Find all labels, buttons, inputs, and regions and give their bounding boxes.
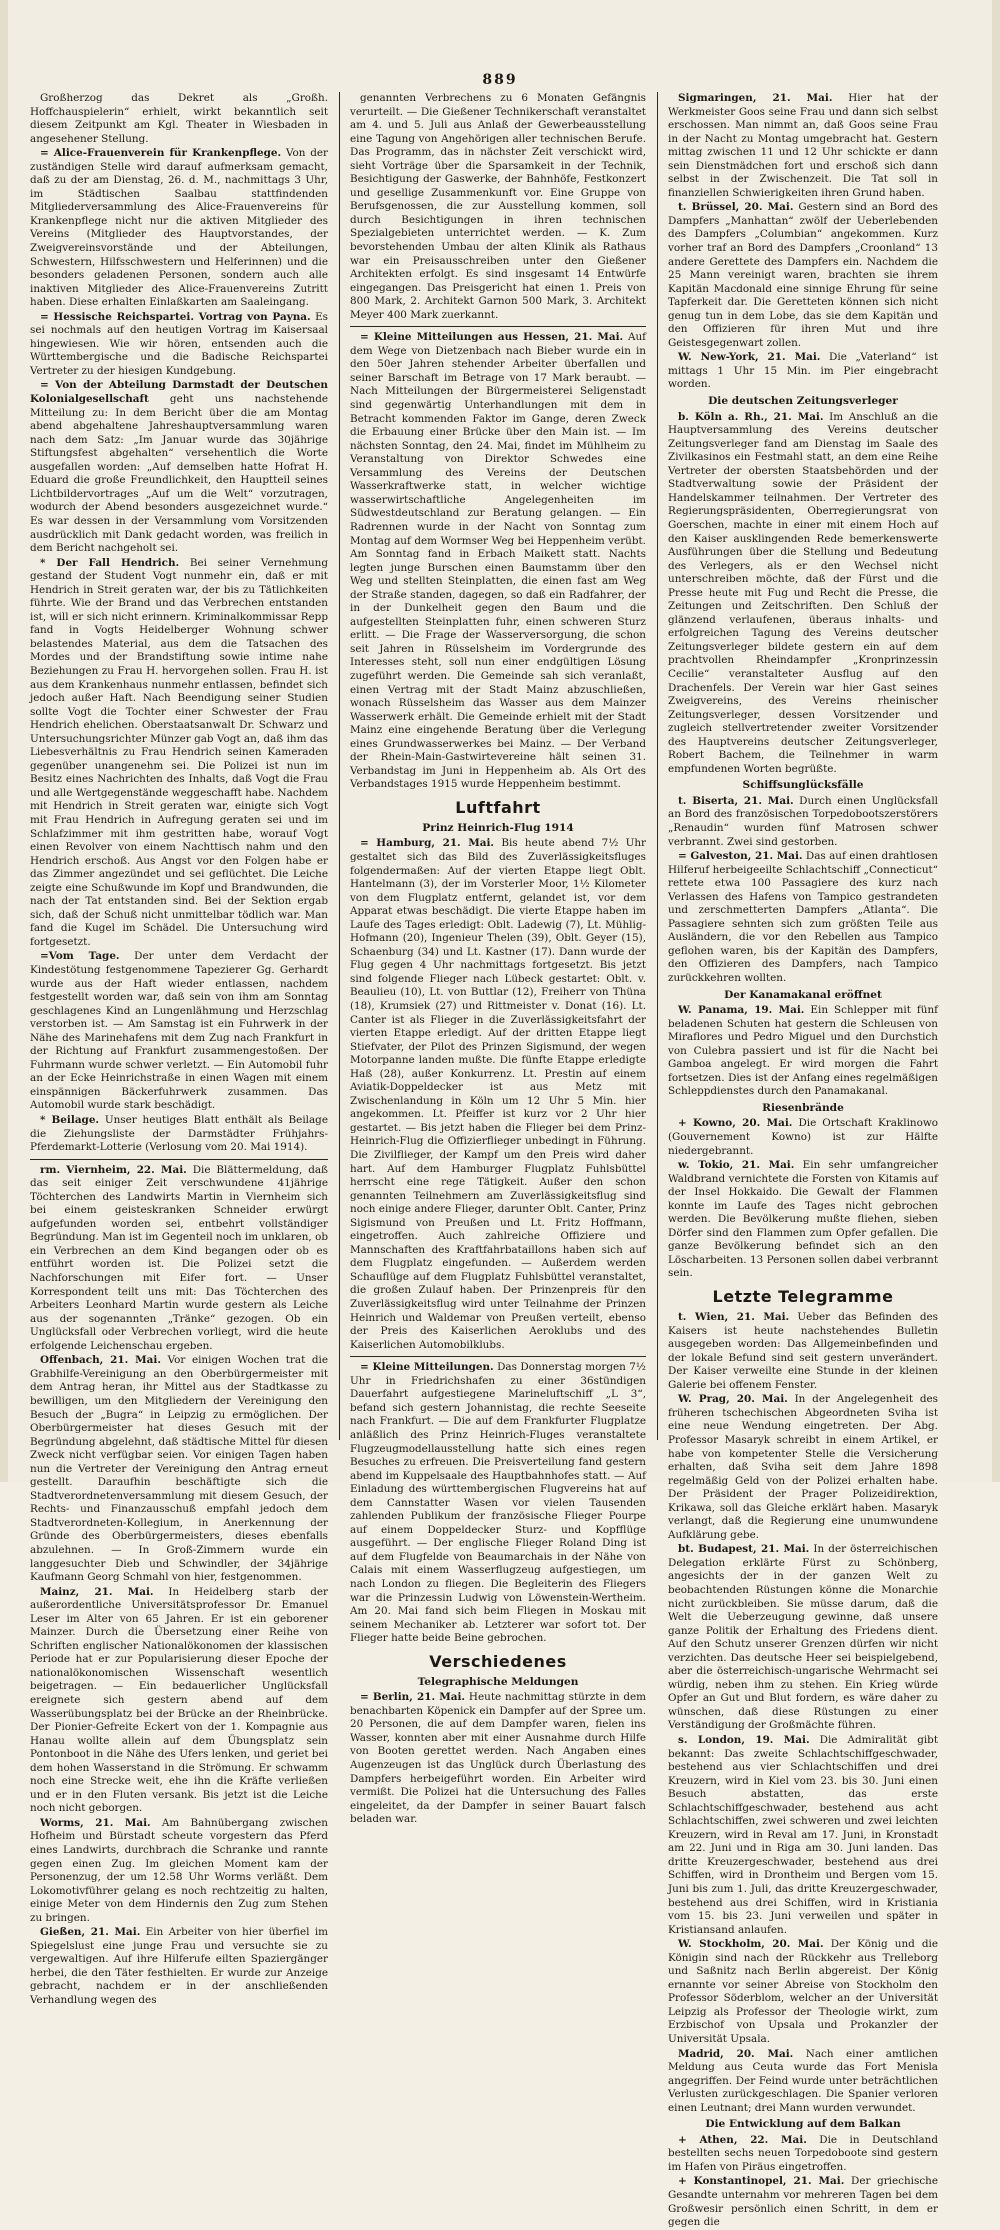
article-heading: b. Köln a. Rh., 21. Mai. [678,410,824,423]
subheading: Prinz Heinrich-Flug 1914 [422,821,574,834]
article-heading: Worms, 21. Mai. [40,1816,151,1829]
article-text: Der griechische Gesandte unternahm vor mehreren Tagen bei dem Großwesir persönlich einen Schritt, in dem er gegen die [668,2175,938,2229]
section-heading: Letzte Telegramme [712,1287,894,1307]
article-paragraph [350,1361,646,1645]
article-heading: = Hamburg, 21. Mai. [360,837,495,850]
article-heading: = Berlin, 21. Mai. [360,1691,466,1704]
separator-rule [350,326,646,327]
article-text: Gestern sind an Bord des Dampfers „Manhattan“ zwölf der Ueberlebenden des Dampfers „Columbian“ angekommen. Kurz vorher traf an Bord des Dampfers „Croonland“ 13 andere Gerettete des Dampfers ein. Nachdem die 25 Mann vereinigt waren, brachten sie ihrem Kapitän Macdonald eine sinnige Ehrung für seine Tapferkeit dar. Die Geretteten können sich nicht genug tun in dem Lobe, das sie dem Kapitän und den Offizieren für ihren Mut und ihre Geistesgegenwart zollen. [668,201,938,349]
article-paragraph [668,351,938,392]
article-heading: rm. Viernheim, 22. Mai. [40,1163,187,1176]
article-paragraph [668,1938,938,2046]
article-text: Die Admiralität gibt bekannt: Das zweite Schlachtschiffgeschwader, bestehend aus vier Schlachtschiffen und drei Kreuzern, wird in Kiel vom 23. bis 30. Juni einen Besuch abstatten, das erste Schlachtschiffgeschwader, bestehend aus acht Schlachtschiffen, zwei schweren und zwei leichten Kreuzern, wird in Reval am 17. Juni, in Kronstadt am 22. Juni und in Riga am 30. Juni landen. Das dritte Kreuzergeschwader, bestehend aus drei Schiffen, wird in Drontheim und Bergen vom 15. Juni bis zum 1. Juli, das dritte Kreuzergeschwader, bestehend aus drei Schiffen, wird in Kristiania vom 15. bis 23. Juni verweilen und später in Kristiansand anlaufen. [668,1733,938,1936]
article-text: Bei seiner Vernehmung gestand der Student Vogt nunmehr ein, daß er mit Hendrich in Streit geraten war, der bis zu Tätlichkeiten führte. Wie der Brand und das Verbrechen entstanden ist, will er sich nicht erinnern. Kriminalkommissar Repp fand in Vogts Heidelberger Wohnung schwer belastendes Material, aus dem die Tatsachen des Mordes und der Brandstiftung sowie intime nahe Beziehungen zu Frau H. hervorgehen sollen. Frau H. ist aus dem Krankenhaus nunmehr entlassen, befindet sich jedoch außer Haft. Nach Beendigung seiner Studien sollte Vogt die Tochter einer Schwester der Frau Hendrich ehelichen. Oberstaatsanwalt Dr. Schwarz und Untersuchungsrichter Münzer gab Vogt an, daß ihm das Liebesverhältnis zu Frau Hendrich seinen Kameraden gegenüber unangenehm sei. Die Polizei ist nun im Besitz eines Nachrichten des Inhalts, daß Vogt die Frau und alle Wertgegenstände weggeschafft habe. Nachdem mit Hendrich in Streit geraten war, einigte sich Vogt mit Frau Hendrich in Aufregung geraten sei und im Schlafzimmer mit ihm gestritten habe, worauf Vogt einen Revolver von einem Nachttisch nahm und den Hendrich erschoß. Aus Angst vor den Folgen habe er das Zimmer angezündet und sei geflüchtet. Die Leiche zeigte eine Schußwunde im Kopf und Brandwunden, die nach der Tat entstanden sind. Bei der Sektion ergab sich, daß der Schuß nicht unmittelbar tödlich war. Man fand die Kugel im Schädel. Die Untersuchung wird fortgesetzt. [30,556,328,948]
article-paragraph [350,1691,646,1826]
article-paragraph [350,92,646,322]
subheading: Schiffsunglücksfälle [742,779,864,792]
article-heading: W. Panama, 19. Mai. [678,1004,805,1017]
article-heading: W. Stockholm, 20. Mai. [678,1938,824,1951]
separator-rule [350,1356,646,1357]
article-text: Der König und die Königin sind nach der Rückkehr aus Trelleborg und Saßnitz nach Berlin abgereist. Der König ernannte vor seiner Abreise von Stockholm den Professor Söderblom, welcher an der Universität Leipzig als Professor der Theologie wirkt, zum Erzbischof von Upsala und Prokanzler der Universität Upsala. [668,1938,939,2046]
separator-rule [30,1159,328,1160]
article-paragraph [30,950,328,1113]
article-paragraph [350,837,646,1352]
article-text: Durch einen Unglücksfall an Bord des französischen Torpedobootszerstörers „Renaudin“ wurden fünf Matrosen schwer verbrannt. Zwei sind gestorben. [668,794,938,848]
article-text: Vor einigen Wochen trat die Grabhilfe-Vereinigung an den Oberbürgermeister mit dem Antrag heran, ihr Mittel aus der Stadtkasse zu bewilligen, um den Mitgliedern der Vereinigung den Besuch der „Bugra“ in Leipzig zu ermöglichen. Der Oberbürgermeister hat dieses Gesuch mit der Begründung abgelehnt, daß städtische Mittel für diesen Zweck nicht verfügbar seien. Vor einigen Tagen haben nun die Vertreter der Vereinigung den Antrag erneut gestellt. Daraufhin beschäftigte sich die Stadtverordnetenversammlung mit diesem Gesuch, der Rechts- und Finanzausschuß empfahl jedoch dem Stadtverordneten-Kollegium, in Anerkennung der Gründe des Oberbürgermeisters, dieses ebenfalls abzulehnen. — In Groß-Zimmern wurde ein langgesuchter Dieb und Schwindler, der 34jährige Kaufmann Georg Schmahl von hier, festgenommen. [30,1354,328,1584]
article-text: Heute nachmittag stürzte in dem benachbarten Köpenick ein Dampfer auf der Spree um. 20 Personen, die auf dem Dampfer waren, fielen ins Wasser, konnten aber mit einer Ausnahme durch Hilfe von Booten gerettet werden. Nach Angaben eines Augenzeugen ist das Unglück durch Überlastung des Dampfers herbeigeführt worden. Ein Arbeiter wird vermißt. Die Polizei hat die Untersuchung des Falles eingeleitet, da der Dampfer in seiner Bauart falsch beladen war. [350,1691,646,1826]
article-heading: = Von der Abteilung Darmstadt der Deutschen Kolonialgesellschaft [30,379,328,406]
article-paragraph [668,1543,938,1733]
article-paragraph [30,1817,328,1925]
article-text: Nach einer amtlichen Meldung aus Ceuta wurde das Fort Menisla angegriffen. Der Feind wurde unter beträchtlichen Verlusten zurückgeschlagen. Die Spanier verloren einen Leutnant; drei Mann wurden verwundet. [668,2047,938,2114]
article-text: geht uns nachstehende Mitteilung zu: In dem Bericht über die am Montag abend abgehaltene Jahreshauptversammlung waren nach dem Satz: „Im Januar wurde das 30jährige Stiftungsfest abgehalten“ versehentlich die Worte ausgefallen worden: „Auf demselben hatte Hofrat H. Eduard die große Freundlichkeit, den Hauptteil seines Lichtbildervortrages „Auf um die Welt“ vorzutragen, wodurch der Abend besonders ausgezeichnet wurde.“ Es war dessen in der Versammlung vom Vorsitzenden ausdrücklich mit Dank gedacht worden, was freilich in dem Bericht nachgeholt sei. [30,393,328,555]
column-2 [350,92,647,1826]
article-heading: Mainz, 21. Mai. [40,1585,154,1598]
article-text: Der unter dem Verdacht der Kindestötung festgenommene Tapezierer Gg. Gerhardt wurde aus der Haft wieder entlassen, nachdem festgestellt worden war, daß sein von ihm am Sonntag geschlagenes Kind an Lungenlähmung und Herzschlag verstorben ist. — Am Samstag ist ein Fuhrwerk in der Nähe des Marinehafens mit dem Zug nach Frankfurt in der Richtung auf Frankfurt zusammengestoßen. Der Fuhrmann wurde schwer verletzt. — Ein Automobil fuhr an der Ecke Heinrichstraße in einen Wagen mit einem einspännigen Bäckerfuhrwerk zusammen. Das Automobil wurde stark beschädigt. [30,950,328,1112]
section-heading: Verschiedenes [429,1651,567,1671]
column-rule-1 [339,92,340,1440]
article-paragraph [668,201,938,350]
article-text: In der Angelegenheit des früheren tschechischen Abgeordneten Sviha ist eine neue Wendung eingetreten. Der Abg. Professor Masaryk schreibt in einem Artikel, er habe von kompetenter Stelle die Versicherung erhalten, daß Sviha seit dem Jahre 1898 regelmäßig Geld von der Polizei erhalten habe. Der Präsident der Prager Polizeidirektion, Krikawa, soll das Gleiche erklärt haben. Masaryk verlangt, daß die Regierung eine unumwundene Aufklärung gebe. [668,1393,938,1541]
article-text: In der österreichischen Delegation erklärte Fürst zu Schönberg, angesichts der in der ganzen Welt zu beobachtenden Rüstungen könne die Monarchie nicht zurückbleiben. Sie müsse darum, daß die Welt die Ueberzeugung gewinne, daß unsere ganze Politik der Erhaltung des Friedens dient. Auf den Schutz unserer Grenzen dürfen wir nicht verzichten. Das deutsche Heer sei beispielgebend, aber die österreichisch-ungarische Wehrmacht sei würdig, neben ihm zu stehen. Ein Krieg würde Opfer an Gut und Blut fordern, es wäre daher zu wünschen, daß diese Rüstungen zu einer Verständigung der Großmächte führen. [668,1543,938,1732]
article-heading: bt. Budapest, 21. Mai. [678,1543,810,1556]
article-heading: t. Wien, 21. Mai. [678,1311,790,1324]
article-paragraph [668,850,938,985]
article-text: Die „Vaterland“ ist mittags 1 Uhr 15 Min. im Pier eingebracht worden. [668,351,938,391]
article-text: Ein Schlepper mit fünf beladenen Schuten hat gestern die Schleusen von Miraflores und Pedro Miguel und den Durchstich von Culebra passiert und ist für die Nacht bei Gamboa angelegt. Er wird morgen die Fahrt fortsetzen. Dies ist der Anfang eines regelmäßigen Schleppdienstes durch den Panamakanal. [668,1004,938,1098]
article-paragraph [668,1393,938,1542]
article-text: Die in Deutschland bestellten sechs neuen Torpedoboote sind gestern im Hafen von Piräus eingetroffen. [668,2133,938,2173]
article-heading: * Beilage. [40,1114,100,1127]
article-text: Ein sehr umfangreicher Waldbrand vernichtete die Forsten von Kitamis auf der Insel Hokkaido. Die Gewalt der Flammen konnte im Laufe des Tages nicht gebrochen werden. Die Bevölkerung mußte fliehen, sieben Dörfer sind den Flammen zum Opfer gefallen. Die ganze Bevölkerung befindet sich an den Löscharbeiten. 13 Personen sollen dabei verbrannt sein. [668,1159,938,1280]
article-paragraph [668,1117,938,1158]
article-paragraph [30,557,328,950]
article-text: Bis heute abend 7½ Uhr gestaltet sich das Bild des Zuverlässigkeitsfluges folgendermaßen: Auf der vierten Etappe liegt Oblt. Hantelmann (3), der im Vorsterler Moor, 1½ Kilometer von dem Flugplatz entfernt, gelandet ist, vor dem Apparat etwas beschädigt. Die vierte Etappe haben im Laufe des Tages erledigt: Oblt. Ladewig (7), Lt. Mühlig-Hofmann (20), Ingenieur Thelen (39), Oblt. Geyer (15), Schaenburg (34) und Lt. Kastner (17). Dann wurde der Flug gegen 4 Uhr nachmittags fortgesetzt. Bis jetzt sind folgende Flieger nach Lübeck gestartet: Oblt. v. Beaulieu (10), Lt. von Buttlar (12), Freiherr von Thüna (18), Krumsiek (27) und Rittmeister v. Donat (16). Lt. Canter ist als Flieger in die Zuverlässigkeitsfahrt der vierten Etappe erledigt. Auf der dritten Etappe liegt Stiefvater, der Pilot des Prinzen Sigismund, der wegen Motorpanne landen mußte. Die fünfte Etappe erledigte Haß (28), außer Konkurrenz. Lt. Prestin auf einem Aviatik-Doppeldecker ist aus Metz mit Zwischenlandung in Köln um 12 Uhr 5 Min. hier angekommen. Lt. Pfeiffer ist kurz vor 2 Uhr hier gestartet. — Bis jetzt haben die Flieger bei dem Prinz-Heinrich-Flug die Offizierflieger unbedingt in Führung. Die Zivilflieger, der Kampf um den Preis wird daher hart. Auf dem Hamburger Flugplatz Fuhlsbüttel herrscht eine rege Tätigkeit. Außer den schon genannten Teilnehmern am Zuverlässigkeitsflug sind noch einige andere Flieger, darunter Oblt. Canter, Prinz Sigismund von Preußen und Lt. Fritz Hoffmann, eingetroffen. Auch zahlreiche Offiziere und Mannschaften des Kraftfahrbataillons haben sich auf dem Flugplatz eingefunden. — Außerdem werden Schauflüge auf dem Flugplatz Fuhlsbüttel veranstaltet, die großen Zulauf haben. Der Prinzenpreis für den Zuverlässigkeitsflug wird unter Teilnahme der Prinzen Heinrich und Waldemar von Preußen verteilt, ebenso der Preis des Kaiserlichen Aeroklubs und des Kaiserlichen Automobilklubs. [350,837,647,1351]
article-heading: s. London, 19. Mai. [678,1733,810,1746]
article-paragraph [350,331,646,792]
article-heading: t. Brüssel, 20. Mai. [678,201,794,214]
article-paragraph [668,1159,938,1281]
article-paragraph [668,1734,938,1937]
column-3 [668,92,939,2229]
article-heading: = Galveston, 21. Mai. [678,850,803,863]
article-heading: = Kleine Mitteilungen aus Hessen, 21. Mai. [360,331,624,344]
article-paragraph [668,2175,938,2229]
article-text: Das auf einen drahtlosen Hilferuf herbeigeeilte Schlachtschiff „Connecticut“ rettete etwa 100 Passagiere des kurz nach Verlassen des Hafens von Tampico gestrandeten und zerschmetterten Dampfers „Atlanta“. Die Passagiere sehnten sich zum größten Teile aus Ausländern, die vor den Rebellen aus Tampico geflohen waren, bis der Kapitän des Dampfers, den Offizieren des Dampfers, nach Tampico zurückkehren wollten. [668,850,938,984]
article-heading: + Konstantinopel, 21. Mai. [678,2175,845,2188]
article-heading: W. Prag, 20. Mai. [678,1393,788,1406]
article-text: Das Donnerstag morgen 7½ Uhr in Friedrichshafen zu einer 36stündigen Dauerfahrt aufgestiegene Marineluftschiff „L 3“, befand sich gestern Johannistag, die rechte Seeseite nach Frankfurt. — Die auf dem Frankfurter Flugplatze anläßlich des Prinz Heinrich-Fluges veranstaltete Flugzeugmodellausstellung hatte sich eines regen Besuches zu erfreuen. Die Preisverteilung fand gestern abend im Kuppelsaale des Hauptbahnhofes statt. — Auf Einladung des württembergischen Flugvereins hat auf dem Cannstatter Wasen vor vielen Tausenden zahlenden Publikum der französische Flieger Pourpe auf einem Doppeldecker Sturz- und Kopfflüge ausgeführt. — Der englische Flieger Roland Ding ist auf dem Flugfelde von Beaumarchais in der Nähe von Calais mit einem Wasserflugzeug aufgestiegen, um nach London zu fliegen. Die Begleiterin des Fliegers war die Prinzessin Ludwig von Löwenstein-Wertheim. Am 20. Mai fand sich beim Fliegen in Moskau mit seinem Mechaniker ab. Letzterer war sofort tot. Der Flieger hatte beide Beine gebrochen. [350,1361,646,1645]
article-paragraph [30,1114,328,1155]
article-paragraph [30,311,328,379]
article-paragraph [668,411,938,777]
article-paragraph [668,2048,938,2116]
article-heading: * Der Fall Hendrich. [40,556,180,569]
article-paragraph [668,92,938,200]
article-paragraph [30,1586,328,1816]
article-heading: = Alice-Frauenverein für Krankenpflege. [40,147,282,160]
article-heading: Offenbach, 21. Mai. [40,1354,161,1367]
article-text: Von der zuständigen Stelle wird darauf aufmerksam gemacht, daß zu der am Dienstag, 26. d. M., nachmittags 3 Uhr, im Städtischen Saalbau stattfindenden Mitgliederversammlung des Alice-Frauenvereins für Krankenpflege nicht nur die aktiven Mitglieder des Vereins (Mitglieder des Hauptvorstandes, der Zweigvereinsvorstände und der Abteilungen, Schwestern, Hilfsschwestern und Helferinnen) und die besonders geladenen Personen, sondern auch alle inaktiven Mitglieder des Alice-Frauenvereins Zutritt haben. Diese erhalten Einlaßkarten am Saaleingang. [30,147,329,309]
page-number: 889 [482,72,518,88]
article-heading: t. Biserta, 21. Mai. [678,794,794,807]
article-paragraph [30,147,328,310]
article-text: Am Bahnübergang zwischen Hofheim und Bürstadt scheute vorgestern das Pferd eines Landwirts, durchbrach die Schranke und rannte gegen einen Zug. Im gleichen Moment kam der Personenzug, der um 12.58 Uhr Worms verläßt. Dem Lokomotivführer gelang es noch rechtzeitig zu halten, einige Meter von dem Hindernis den Zug zum Stehen zu bringen. [30,1816,328,1924]
subheading: Der Kanamakanal eröffnet [724,988,882,1001]
article-text: Ueber das Befinden des Kaisers ist heute nachstehendes Bulletin ausgegeben worden: Das Allgemeinbefinden und der lokale Befund sind seit gestern unverändert. Der Kaiser verweilte eine Stunde in der kleinen Galerie bei offenem Fenster. [668,1311,938,1391]
article-paragraph [668,795,938,849]
article-text: In Heidelberg starb der außerordentliche Universitätsprofessor Dr. Emanuel Leser im Alter von 65 Jahren. Er ist ein geborener Mainzer. Durch die Übersetzung einer Reihe von Schriften englischer Nationalökonomen der klassischen Periode hat er zur Popularisierung dieser Epoche der nationalökonomischen Wissenschaft wesentlich beigetragen. — Ein bedauerlicher Unglücksfall ereignete sich gestern abend auf dem Wasserübungsplatz bei der Brücke an der Rheinbrücke. Der Pionier-Gefreite Eckert von der 1. Kompagnie aus Hanau wollte allein auf dem Übungsplatz sein Pontonboot in die Nähe des Ufers lenken, und geriet bei dem hohen Wasserstand in die Strömung. Er schwamm noch eine Strecke weit, ehe ihn die Kräfte verließen und er in den Fluten versank. Bis jetzt ist die Leiche noch nicht geborgen. [30,1585,328,1815]
column-1 [30,92,329,2007]
article-text: Die Ortschaft Kraklinowo (Gouvernement Kowno) ist zur Hälfte niedergebrannt. [668,1117,938,1157]
article-paragraph [30,379,328,555]
right-page-edge [992,0,1000,1482]
subheading: Riesenbrände [762,1101,844,1114]
article-text: Es sei nochmals auf den heutigen Vortrag im Kaisersaal hingewiesen. Wie wir hören, entsenden auch die Württembergische und die Badische Reichspartei Vertreter zu der hiesigen Kundgebung. [30,310,328,377]
article-heading: = Hessische Reichspartei. Vortrag von Payna. [40,310,311,323]
article-heading: Sigmaringen, 21. Mai. [678,92,833,104]
article-text: Unser heutiges Blatt enthält als Beilage die Ziehungsliste der Darmstädter Frühjahrs-Pferdemarkt-Lotterie (Verlosung vom 20. Mai 1914). [30,1114,328,1154]
article-text: genannten Verbrechens zu 6 Monaten Gefängnis verurteilt. — Die Gießener Technikerschaft veranstaltet am 4. und 5. Juli aus Anlaß der Gewerbeausstellung eine Tagung von Angehörigen aller technischen Berufe. Das Programm, das in nächster Zeit verschickt wird, sieht Vorträge über die Sparsamkeit in der Technik, Besichtigung der Gaswerke, der Bahnhöfe, Festkonzert und gesellige Zusammenkunft vor. Eine Gruppe von Berufsgenossen, die zur Ausstellung kommen, soll durch Besichtigungen in ihren technischen Spezialgebieten unterrichtet werden. — K. Zum bevorstehenden Umbau der alten Klinik als Rathaus war ein Preisausschreiben unter den Gießener Architekten erfolgt. Es sind insgesamt 14 Entwürfe eingegangen. Das Preisgericht hat einen 1. Preis von 800 Mark, 2. Architekt Garnon 500 Mark, 3. Architekt Meyer 400 Mark zuerkannt. [350,92,646,321]
article-text: Im Anschluß an die Hauptversammlung des Vereins deutscher Zeitungsverleger fand am Dienstag im Saale des Zivilkasinos ein Festmahl statt, an dem eine Reihe Vertreter der obersten Staatsbehörden und der Stadtverwaltung sowie der Präsident der Handelskammer teilnahmen. Der Vertreter des Regierungspräsidenten, Oberregierungsrat von Goerschen, machte in einer mit einem Hoch auf den Kaiser ausklingenden Rede bemerkenswerte Ausführungen über die Stellung und Bedeutung des Verlegers, als er den Wechsel nicht unterschreiben möchte, daß der Fürst und die Presse heute mit Fug und Recht die Presse, die Zeitungen und Zeitschriften. Den Schluß der glänzend verlaufenen, überaus inhalts- und erfolgreichen Tagung des Vereins deutscher Zeitungsverleger bildete gestern ein auf dem prachtvollen Rheindampfer „Kronprinzessin Cecilie“ veranstalteter Ausflug auf den Drachenfels. Der Verein war hier Gast seines Zweigvereins, des Vereins rheinischer Zeitungsverleger, dessen Vorsitzender und zugleich stellvertretender zweiter Vorsitzender des Hauptvereins deutscher Zeitungsverleger, Robert Bachem, die Teilnehmer in warm empfundenen Worten begrüßte. [668,410,938,775]
subheading: Telegraphische Meldungen [417,1675,579,1688]
article-heading: W. New-York, 21. Mai. [678,351,821,364]
article-heading: w. Tokio, 21. Mai. [678,1159,795,1172]
article-text: Ein Arbeiter von hier überfiel im Spiegelslust eine junge Frau und versuchte sie zu vergewaltigen. Auf ihre Hilferufe eilten Spaziergänger herbei, die den Täter festhielten. Er wurde zur Anzeige gebracht, nachdem er in der anschließenden Verhandlung wegen des [30,1926,328,2007]
subheading: Die deutschen Zeitungsverleger [708,395,898,408]
article-paragraph [668,1004,938,1099]
section-heading: Luftfahrt [455,797,541,817]
article-paragraph [668,2134,938,2175]
column-rule-2 [657,92,658,1440]
article-text: Hier hat der Werkmeister Goos seine Frau und dann sich selbst erschossen. Man nimmt an, daß Goos seine Frau in der Nacht zu Montag umgebracht hat. Gestern mittag zwischen 11 und 12 Uhr schickte er dann sein Dienstmädchen fort und erschoß sich dann selbst in der Zwischenzeit. Die Tat soll in finanziellen Schwierigkeiten ihren Grund haben. [668,92,938,199]
article-paragraph [30,1354,328,1584]
article-heading: Madrid, 20. Mai. [678,2047,794,2060]
article-text: Großherzog das Dekret als „Großh. Hoffchauspielerin“ erhielt, wirkt bekanntlich seit diesem Zeitpunkt am Kgl. Theater in Wiesbaden in angesehener Stellung. [30,92,328,145]
article-heading: + Kowno, 20. Mai. [678,1117,793,1130]
article-heading: Gießen, 21. Mai. [40,1926,141,1939]
article-paragraph [668,1311,938,1392]
subheading: Die Entwicklung auf dem Balkan [705,2118,901,2131]
article-paragraph [30,92,328,146]
article-paragraph [30,1164,328,1354]
article-heading: = Kleine Mitteilungen. [360,1361,494,1374]
article-text: Die Blättermeldung, daß das seit einiger Zeit verschwundene 41jährige Töchterchen des Landwirts Martin in Viernheim sich bei einem geisteskranken Schneider erwürgt aufgefunden worden sei, entbehrt vollständiger Begründung. Man ist im Gegenteil noch im unklaren, ob ein Verbrechen an dem Kind begangen oder ob es entführt worden ist. Die Polizei setzt die Nachforschungen mit Eifer fort. — Unser Korrespondent teilt uns mit: Das Töchterchen des Arbeiters Leonhard Martin wurde gestern als Leiche aus der sogenannten „Tränke“ gezogen. Ob ein Unglücksfall oder Verbrechen vorliegt, wird die heute erfolgende Leichenschau ergeben. [30,1163,328,1352]
article-text: Auf dem Wege von Dietzenbach nach Bieber wurde ein in den 50er Jahren stehender Arbeiter überfallen und seiner Barschaft im Betrage von 17 Mark beraubt. — Nach Mitteilungen der Bürgermeisterei Seligenstadt sind gegenwärtig Unterhandlungen mit dem in Betracht kommenden Faktor im Gange, deren Zweck die Erbauung einer Brücke über den Main ist. — Im nächsten Sonntag, den 24. Mai, findet im Mühlheim zu Veranstaltung von Direktor Schwedes eine Versammlung des Vereins der Deutschen Wasserkraftwerke statt, in welcher wichtige wasserwirtschaftliche Angelegenheiten im Südwestdeutschland zur Beratung gelangen. — Ein Radrennen wurde in der Nacht von Sonntag zum Montag auf dem Wormser Weg bei Heppenheim verübt. Am Sonntag fand in Erbach Maikett statt. Nachts legten junge Burschen einen Baumstamm über den Weg und stellten Steinplatten, die einen fast am Weg der Straße standen, dagegen, so daß ein Radfahrer, der in der Dunkelheit gegen den Baum und die aufgestellten Steinplatten fuhr, einen schweren Sturz erlitt. — Die Frage der Wasserversorgung, die schon seit Jahren in Rüsselsheim im Vordergrunde des Interesses steht, soll nun einer endgültigen Lösung zugeführt werden. Die Gemeinde sah sich veranlaßt, einen Vertrag mit der Stadt Mainz abzuschließen, wonach Rüsselsheim das Wasser aus dem Mainzer Wasserwerk erhält. Die Gemeinde erhielt mit der Stadt Mainz eine eingehende Beratung über die Verlegung eines Grundwasserwerkes bei Mainz. — Der Verband der Rhein-Main-Gastwirtevereine hält seinen 31. Verbandstag im Juni in Heppenheim ab. Als Ort des Verbandstages 1915 wurde Heppenheim bestimmt. [350,331,646,791]
left-page-edge [0,0,8,1482]
article-heading: =Vom Tage. [40,950,120,963]
article-paragraph [30,1926,328,2007]
article-heading: + Athen, 22. Mai. [678,2133,807,2146]
